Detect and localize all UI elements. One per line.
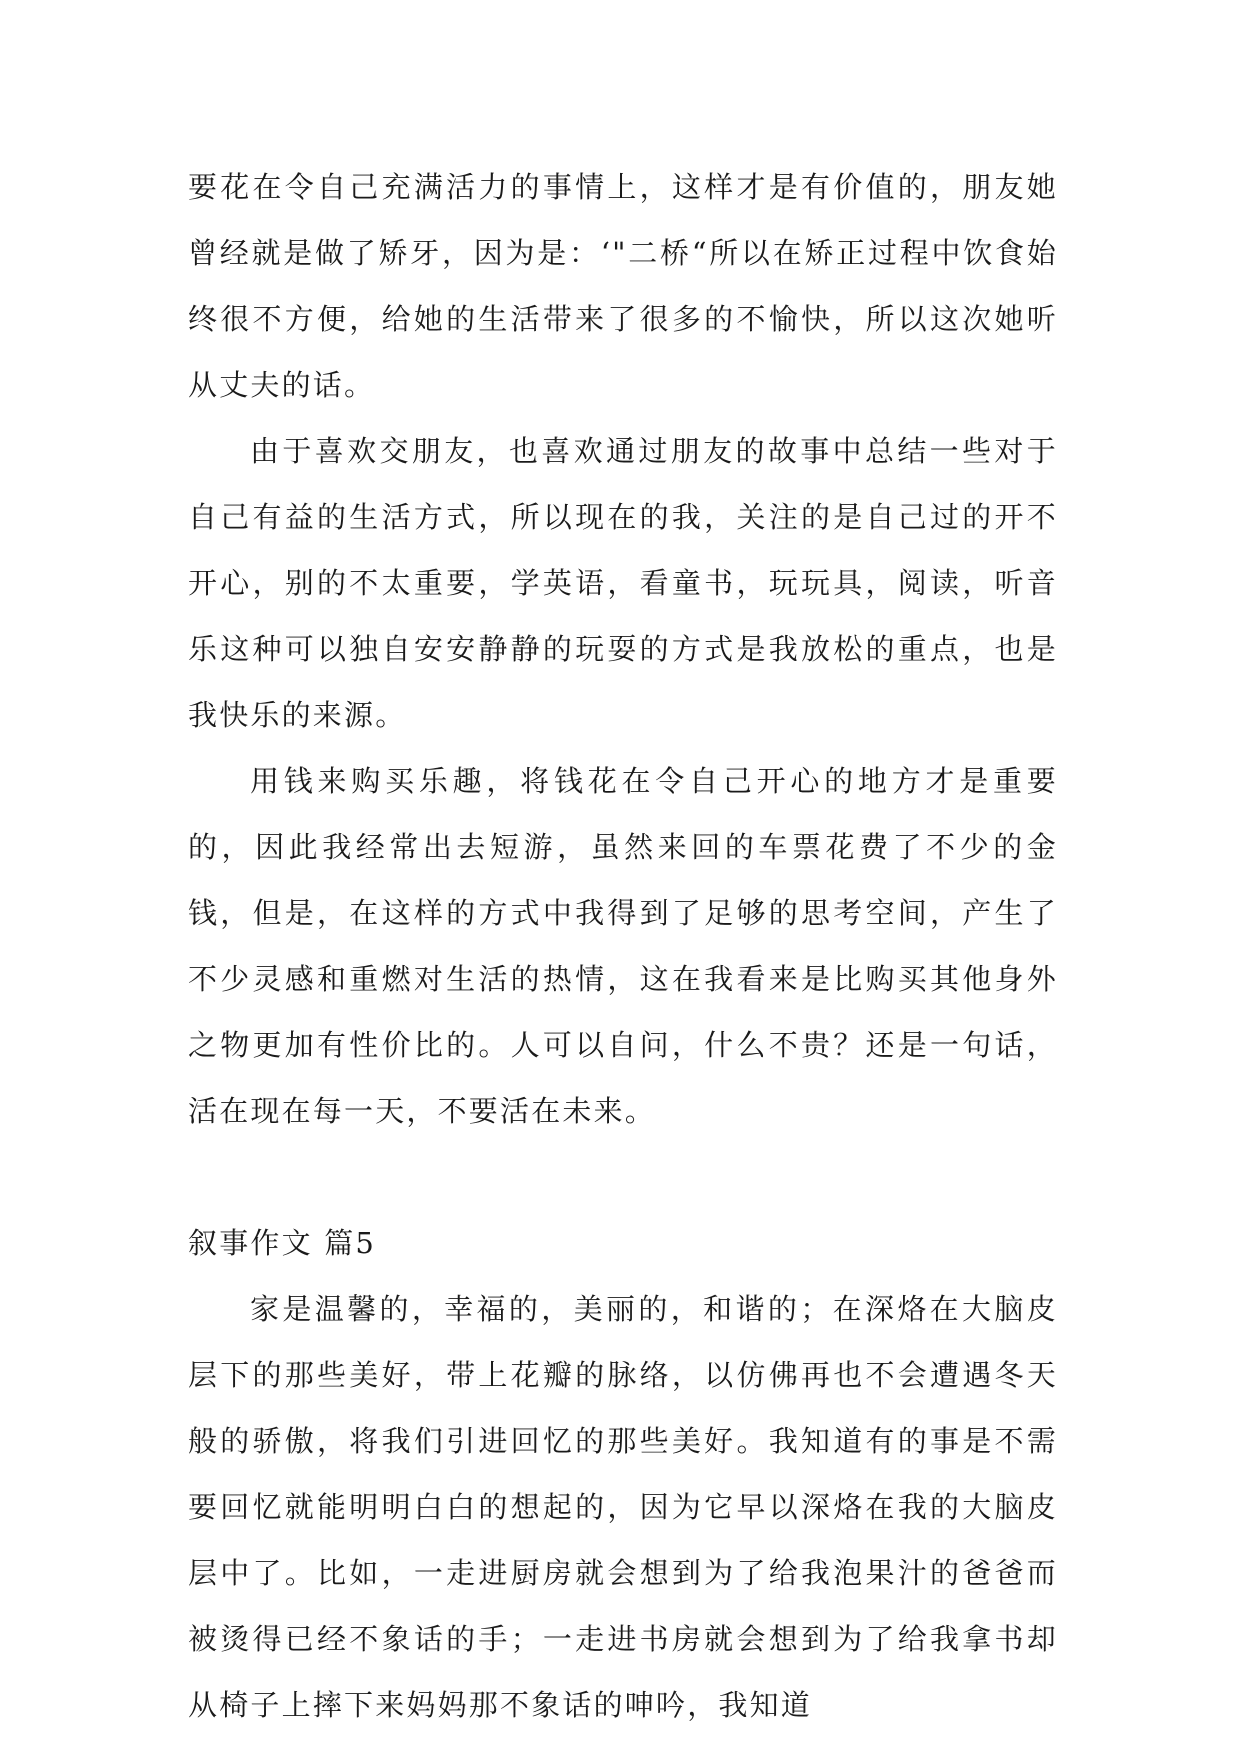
paragraph-4: 家是温馨的，幸福的，美丽的，和谐的；在深烙在大脑皮层下的那些美好，带上花瓣的脉络，以仿佛再也不会遭遇冬天般的骄傲，将我们引进回忆的那些美好。我知道有的事是不需要回忆就能明明白白的想起的，因为它早以深烙在我的大脑皮层中了。比如，一走进厨房就会想到为了给我泡果汁的爸爸而被烫得已经不象话的手；一走进书房就会想到为了给我拿书却从椅子上摔下来妈妈那不象话的呻吟，我知道 xyxy=(188,1292,1058,1722)
paragraph-2: 由于喜欢交朋友，也喜欢通过朋友的故事中总结一些对于自己有益的生活方式，所以现在的我，关注的是自己过的开不开心，别的不太重要，学英语，看童书，玩玩具，阅读，听音乐这种可以独自安安静静的玩耍的方式是我放松的重点，也是我快乐的来源。 xyxy=(188,434,1058,732)
section-title: 叙事作文 篇5 xyxy=(188,1226,377,1260)
paragraph-3: 用钱来购买乐趣，将钱花在令自己开心的地方才是重要的，因此我经常出去短游，虽然来回的车票花费了不少的金钱，但是，在这样的方式中我得到了足够的思考空间，产生了不少灵感和重燃对生活的热情，这在我看来是比购买其他身外之物更加有性价比的。人可以自问，什么不贵？还是一句话，活在现在每一天，不要活在未来。 xyxy=(188,764,1058,1128)
paragraph-1: 要花在令自己充满活力的事情上，这样才是有价值的，朋友她曾经就是做了矫牙，因为是：‘"二桥“所以在矫正过程中饮食始终很不方便，给她的生活带来了很多的不愉快，所以这次她听从丈夫的话。 xyxy=(188,170,1058,402)
document-body xyxy=(188,154,1058,1738)
section-spacer xyxy=(188,1144,1058,1210)
